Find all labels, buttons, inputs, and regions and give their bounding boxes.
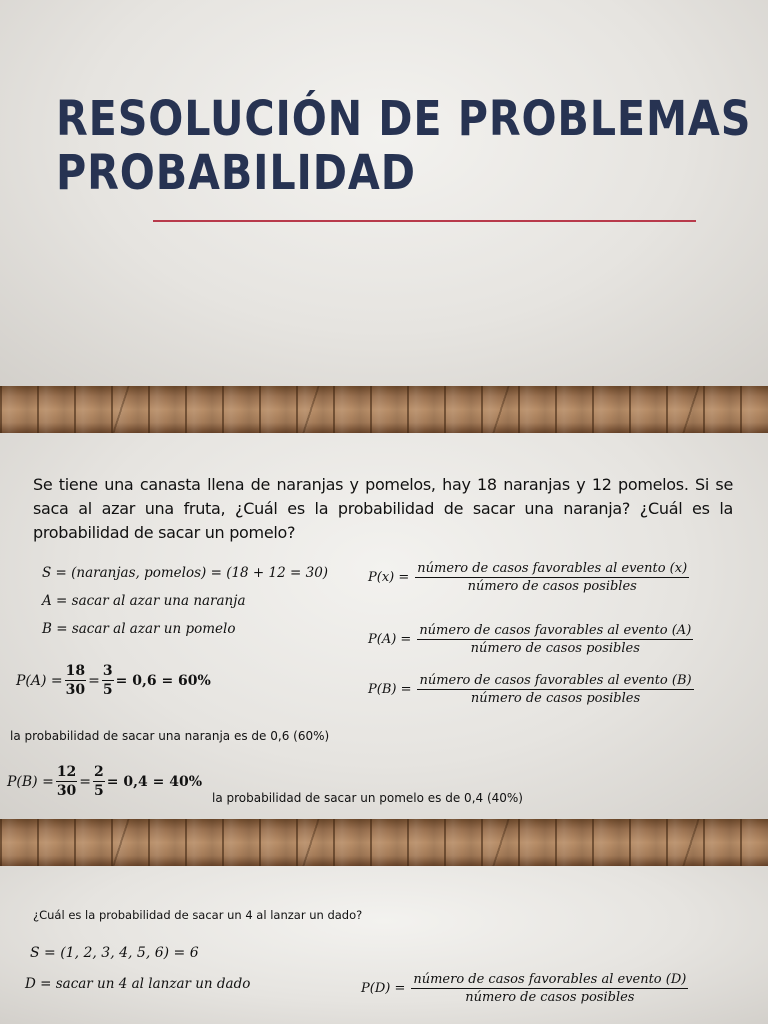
calc-pb-result: = 0,4 = 40% (106, 773, 203, 790)
sample-space-definition: S = (naranjas, pomelos) = (18 + 12 = 30) (42, 565, 329, 581)
formula-pa (368, 623, 693, 656)
wood-floor-divider (0, 386, 768, 433)
calc-pb-f2-num: 2 (94, 764, 104, 780)
conclusion-naranja: la probabilidad de sacar una naranja es de 0,6 (60%) (10, 729, 330, 743)
calc-pa-fraction-2 (102, 663, 114, 698)
formula-px-lhs: P(x) = (368, 570, 410, 585)
dice-sample-space: S = (1, 2, 3, 4, 5, 6) = 6 (30, 945, 199, 961)
calculation-pa (16, 663, 211, 698)
calc-pb-f1-den: 30 (56, 783, 77, 799)
calc-pb-fraction-2 (93, 764, 105, 799)
calc-pa-f2-den: 5 (102, 682, 113, 698)
formula-px-fraction (415, 561, 689, 594)
title-slide (0, 0, 768, 386)
calc-pa-f2-num: 3 (102, 663, 113, 679)
problem-slide (0, 433, 768, 819)
calc-pa-result: = 0,6 = 60% (115, 672, 211, 689)
dice-slide (0, 866, 768, 1024)
title-line-1: RESOLUCIÓN DE PROBLEMAS (56, 91, 752, 147)
calc-pa-lhs: P(A) = (16, 672, 63, 689)
calc-pa-equals: = (88, 672, 100, 689)
calc-pb-f2-den: 5 (94, 783, 104, 799)
calc-pa-f1-num: 18 (65, 663, 86, 679)
calc-pb-fraction-1 (56, 764, 77, 799)
dice-question: ¿Cuál es la probabilidad de sacar un 4 al lanzar un dado? (33, 908, 363, 922)
event-a-definition: A = sacar al azar una naranja (42, 593, 246, 609)
formula-px-denominator: número de casos posibles (467, 579, 637, 594)
formula-pd (361, 972, 688, 1005)
formula-pa-numerator: número de casos favorables al evento (A) (419, 623, 692, 638)
slide-title (56, 92, 751, 200)
formula-px (368, 561, 689, 594)
problem-statement: Se tiene una canasta llena de naranjas y pomelos, hay 18 naranjas y 12 pomelos. Si se saca al azar una fruta, ¿Cuál es la probabilidad de sacar una naranja? ¿Cuál es la probabilidad de sacar un pomelo? (33, 475, 733, 542)
formula-pa-fraction (417, 623, 693, 656)
calc-pa-fraction-1 (65, 663, 86, 698)
calculation-pb (7, 764, 202, 799)
formula-pb-fraction (417, 673, 693, 706)
calc-pa-f1-den: 30 (65, 682, 86, 698)
formula-pb-denominator: número de casos posibles (470, 691, 641, 706)
calc-pb-equals: = (79, 773, 92, 790)
wood-floor-divider-2 (0, 819, 768, 866)
formula-pd-fraction (411, 972, 688, 1005)
formula-px-numerator: número de casos favorables al evento (x) (417, 561, 688, 576)
formula-pd-numerator: número de casos favorables al evento (D) (413, 972, 687, 987)
calc-pb-f1-num: 12 (56, 764, 77, 780)
formula-pd-denominator: número de casos posibles (465, 990, 635, 1005)
formula-pa-lhs: P(A) = (368, 632, 412, 647)
calc-pb-lhs: P(B) = (7, 773, 54, 790)
dice-event-definition: D = sacar un 4 al lanzar un dado (25, 976, 251, 992)
formula-pb (368, 673, 694, 706)
title-line-2: PROBABILIDAD (56, 145, 416, 201)
event-b-definition: B = sacar al azar un pomelo (42, 621, 236, 637)
formula-pd-lhs: P(D) = (361, 981, 406, 996)
conclusion-pomelo: la probabilidad de sacar un pomelo es de 0,4 (40%) (212, 791, 523, 805)
formula-pb-lhs: P(B) = (368, 682, 412, 697)
formula-pa-denominator: número de casos posibles (470, 641, 640, 656)
formula-pb-numerator: número de casos favorables al evento (B) (419, 673, 692, 688)
title-divider (153, 220, 696, 222)
